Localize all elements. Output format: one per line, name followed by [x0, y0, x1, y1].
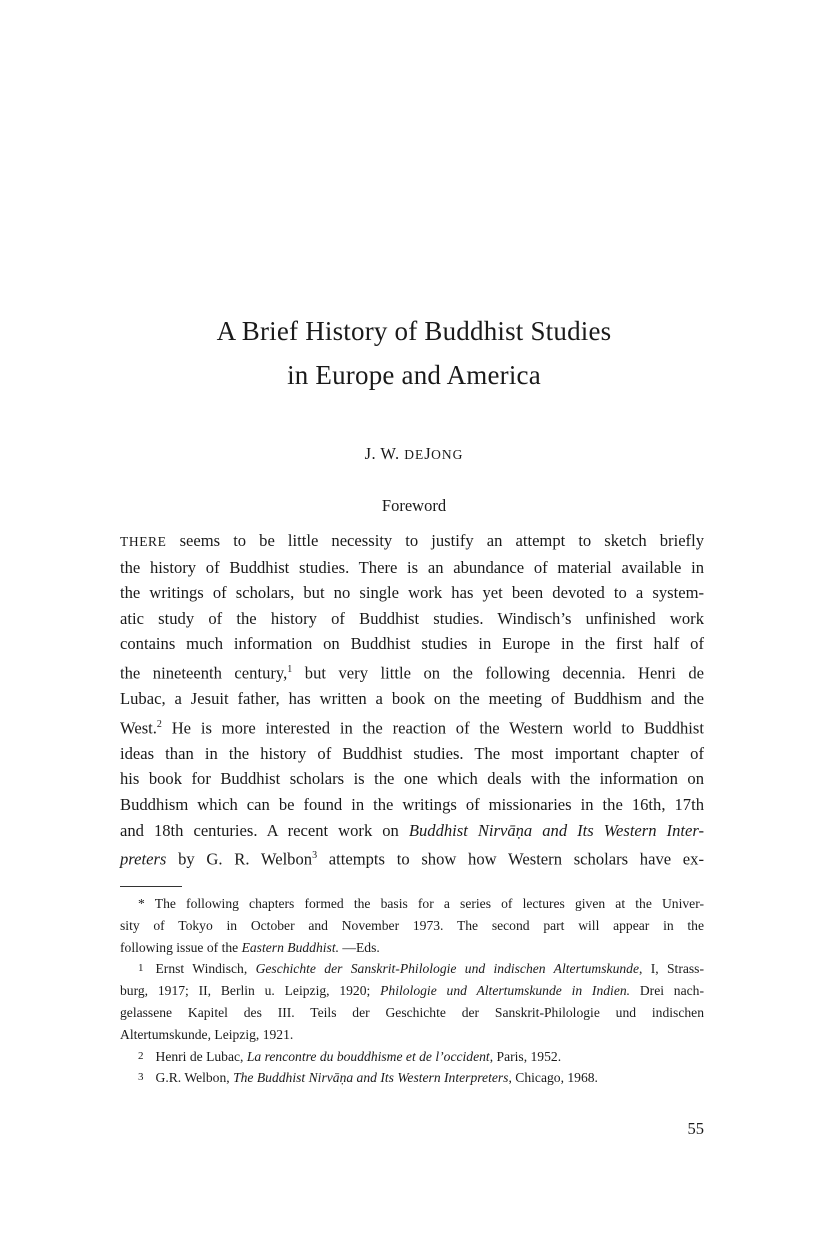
footnote-3-mark: 3 — [138, 1071, 144, 1084]
body-line: the history of Buddhist studies. There is an abundance of material available in — [120, 557, 704, 577]
footnote-ref-2[interactable]: 2 — [156, 718, 162, 730]
author-initials: J. W. — [364, 444, 400, 463]
body-paragraph — [120, 528, 704, 872]
body-line: Buddhism which can be found in the writings of missionaries in the 16th, 17th — [120, 795, 704, 814]
body-line: atic study of the history of Buddhist studies. Windisch’s unfinished work — [120, 608, 704, 628]
body-line: West.$^2$ He is more interested in the reaction of the Western world to Buddhist — [120, 718, 704, 738]
author-byline — [0, 444, 828, 464]
page-number: 55 — [687, 1119, 704, 1138]
section-heading: Foreword — [381, 496, 447, 515]
body-line: ideas than in the history of Buddhist studies. The most important chapter of — [120, 743, 704, 763]
author-surname-rest: ONG — [431, 447, 464, 462]
footnote-3: 3 G.R. Welbon, The Buddhist Nirvāṇa and Its Western Interpreters, Chicago, 1968. — [120, 1067, 704, 1089]
body-line: contains much information on Buddhist studies in Europe in the first half of — [120, 634, 704, 654]
footnote-ref-1[interactable]: 1 — [287, 663, 293, 675]
body-line: the nineteenth century,$^1$ but very little on the following decennia. Henri de — [120, 663, 705, 683]
footnote-ref-3[interactable]: 3 — [312, 850, 318, 862]
footnote-2: 2 Henri de Lubac, La rencontre du bouddhisme et de l’occident, Paris, 1952. — [120, 1046, 704, 1068]
book-title-cont: preters — [120, 849, 167, 869]
footnote-rule — [120, 886, 182, 887]
body-line: and 18th centuries. A recent work on Buddhist Nirvāṇa and Its Western Inter- — [120, 820, 704, 840]
body-line: THERE seems to be little necessity to justify an attempt to sketch briefly — [120, 531, 704, 550]
body-line: his book for Buddhist scholars is the one which deals with the information on — [120, 769, 704, 789]
body-line: Lubac, a Jesuit father, has written a book on the meeting of Buddhism and the — [120, 689, 704, 709]
author-surname-capital: J — [424, 444, 432, 463]
footnotes — [120, 893, 704, 1089]
article-title — [0, 309, 828, 397]
body-line: preters by G. R. Welbon$^3$ attempts to show how Western scholars have ex- — [120, 849, 704, 869]
body-line: the writings of scholars, but no single work has yet been devoted to a system- — [120, 583, 704, 603]
book-title: Buddhist Nirvāṇa and Its Western Inter- — [408, 820, 704, 840]
title-line-2: in Europe and America — [287, 360, 541, 390]
opening-word: THERE — [120, 534, 167, 549]
author-surname-prefix: DE — [404, 447, 425, 462]
footnote-2-mark: 2 — [138, 1049, 144, 1062]
footnote-1: 1 Ernst Windisch, Geschichte der Sanskrit-Philologie und indischen Altertumskunde, I, Strass- burg, 1917; II, Berlin u. Leipzig, 1920; Philologie und Altertumskunde in Indien. Drei nach- gelassene Kapitel des III. Teils der Geschichte der Sanskrit-Philologie und indischen Altertumskunde, Leipzig, 1921. — [120, 958, 704, 1045]
footnote-1-mark: 1 — [138, 962, 144, 975]
footnote-star-mark: * — [138, 896, 145, 911]
title-line-1: A Brief History of Buddhist Studies — [216, 316, 612, 346]
footnote-star: * The following chapters formed the basis for a series of lectures given at the Univer- sity of Tokyo in October and November 1973. The second part will appear in the following issue of the Eastern Buddhist. —Eds. — [120, 896, 704, 955]
